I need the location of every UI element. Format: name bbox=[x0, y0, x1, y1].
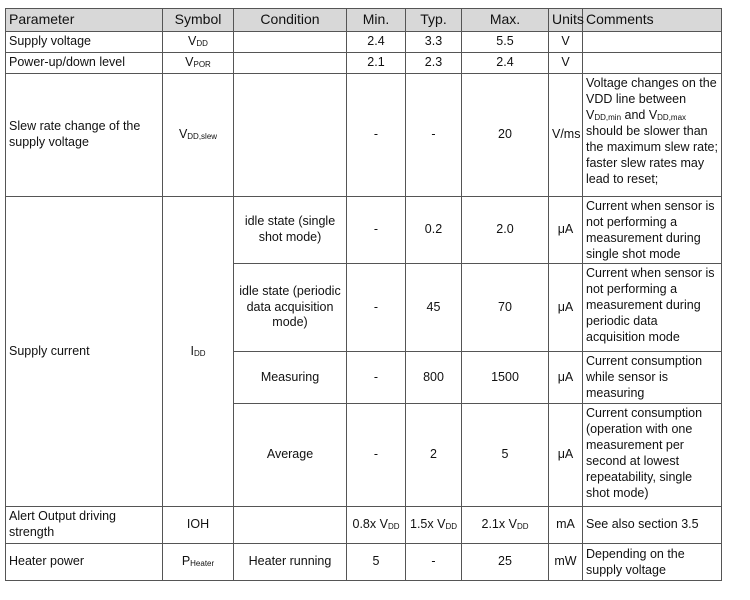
cell-typ: 2 bbox=[406, 404, 462, 507]
cell-condition bbox=[234, 507, 347, 544]
cell-comment: Current consumption (operation with one measurement per second at lowest repeatability, single shot mode) bbox=[583, 404, 722, 507]
header-parameter: Parameter bbox=[6, 9, 163, 32]
table-row bbox=[6, 507, 722, 544]
cell-parameter: Power-up/down level bbox=[6, 53, 163, 74]
cell-symbol: $I_{DD}$ bbox=[163, 197, 234, 507]
cell-symbol: $P_{Heater}$ bbox=[163, 544, 234, 581]
cell-comment: Voltage changes on the VDD line between $V_{DD,min}$ and $V_{DD,max}$ should be slower than the maximum slew rate; faster slew rates may lead to reset; bbox=[583, 74, 722, 197]
cell-condition: idle state (single shot mode) bbox=[234, 197, 347, 264]
specification-table bbox=[5, 8, 722, 581]
cell-max: 2.4 bbox=[462, 53, 549, 74]
cell-typ: - bbox=[406, 544, 462, 581]
cell-symbol: $V_{DD,slew}$ bbox=[163, 74, 234, 197]
cell-max: 20 bbox=[462, 74, 549, 197]
header-comments: Comments bbox=[583, 9, 722, 32]
cell-parameter: Heater power bbox=[6, 544, 163, 581]
cell-max: 2.0 bbox=[462, 197, 549, 264]
cell-typ: 1.5x $V_{DD}$ bbox=[406, 507, 462, 544]
cell-units: V bbox=[549, 32, 583, 53]
header-units: Units bbox=[549, 9, 583, 32]
cell-typ: 3.3 bbox=[406, 32, 462, 53]
cell-max: 25 bbox=[462, 544, 549, 581]
cell-typ: - bbox=[406, 74, 462, 197]
cell-max: 5.5 bbox=[462, 32, 549, 53]
cell-parameter: Supply current bbox=[6, 197, 163, 507]
cell-symbol: IOH bbox=[163, 507, 234, 544]
table-row bbox=[6, 53, 722, 74]
cell-condition: idle state (periodic data acquisition mode) bbox=[234, 264, 347, 352]
header-min: Min. bbox=[347, 9, 406, 32]
cell-units: V bbox=[549, 53, 583, 74]
cell-min: - bbox=[347, 74, 406, 197]
header-max: Max. bbox=[462, 9, 549, 32]
cell-comment: See also section 3.5 bbox=[583, 507, 722, 544]
cell-min: 2.4 bbox=[347, 32, 406, 53]
cell-min: 0.8x $V_{DD}$ bbox=[347, 507, 406, 544]
cell-symbol: $V_{DD}$ bbox=[163, 32, 234, 53]
cell-min: - bbox=[347, 404, 406, 507]
cell-condition bbox=[234, 32, 347, 53]
cell-condition bbox=[234, 53, 347, 74]
cell-min: - bbox=[347, 352, 406, 404]
header-typ: Typ. bbox=[406, 9, 462, 32]
cell-typ: 45 bbox=[406, 264, 462, 352]
cell-min: 5 bbox=[347, 544, 406, 581]
cell-units: μA bbox=[549, 197, 583, 264]
table-row bbox=[6, 197, 722, 264]
cell-max: 1500 bbox=[462, 352, 549, 404]
cell-max: 5 bbox=[462, 404, 549, 507]
cell-comment: Depending on the supply voltage bbox=[583, 544, 722, 581]
cell-units: μA bbox=[549, 264, 583, 352]
cell-units: μA bbox=[549, 352, 583, 404]
cell-min: - bbox=[347, 264, 406, 352]
cell-max: 70 bbox=[462, 264, 549, 352]
cell-parameter: Supply voltage bbox=[6, 32, 163, 53]
cell-typ: 0.2 bbox=[406, 197, 462, 264]
cell-comment: Current consumption while sensor is measuring bbox=[583, 352, 722, 404]
cell-symbol: $V_{POR}$ bbox=[163, 53, 234, 74]
header-symbol: Symbol bbox=[163, 9, 234, 32]
specification-table-container bbox=[5, 8, 722, 581]
cell-comment bbox=[583, 53, 722, 74]
cell-units: μA bbox=[549, 404, 583, 507]
cell-min: 2.1 bbox=[347, 53, 406, 74]
table-row bbox=[6, 74, 722, 197]
table-row bbox=[6, 544, 722, 581]
cell-comment: Current when sensor is not performing a measurement during single shot mode bbox=[583, 197, 722, 264]
cell-condition: Measuring bbox=[234, 352, 347, 404]
cell-max: 2.1x $V_{DD}$ bbox=[462, 507, 549, 544]
header-row bbox=[6, 9, 722, 32]
cell-typ: 800 bbox=[406, 352, 462, 404]
cell-parameter: Slew rate change of the supply voltage bbox=[6, 74, 163, 197]
cell-comment: Current when sensor is not performing a measurement during periodic data acquisition mode bbox=[583, 264, 722, 352]
cell-units: V/ms bbox=[549, 74, 583, 197]
cell-min: - bbox=[347, 197, 406, 264]
cell-condition: Average bbox=[234, 404, 347, 507]
header-condition: Condition bbox=[234, 9, 347, 32]
cell-parameter: Alert Output driving strength bbox=[6, 507, 163, 544]
cell-typ: 2.3 bbox=[406, 53, 462, 74]
cell-units: mW bbox=[549, 544, 583, 581]
table-row bbox=[6, 32, 722, 53]
cell-comment bbox=[583, 32, 722, 53]
cell-condition: Heater running bbox=[234, 544, 347, 581]
cell-condition bbox=[234, 74, 347, 197]
cell-units: mA bbox=[549, 507, 583, 544]
